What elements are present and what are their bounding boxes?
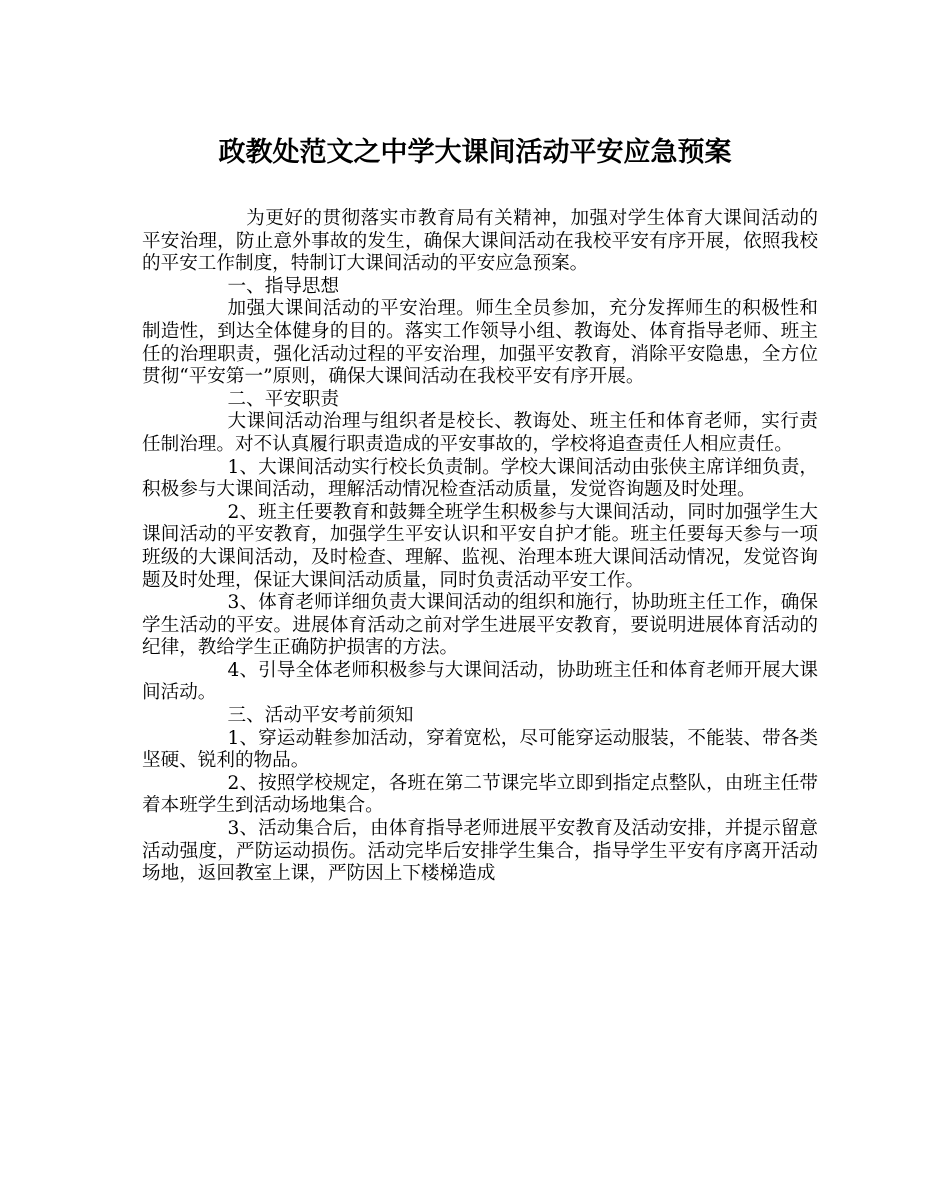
- section-heading-safety-duties: 二、平安职责: [227, 388, 340, 410]
- paragraph-note-3: 3、活动集合后，由体育指导老师进展平安教育及活动安排，并提示留意活动强度，严防运动损伤。活动完毕后安排学生集合，指导学生平安有序离开活动场地，返回教室上课，严防因上下楼梯造成: [142, 818, 818, 885]
- paragraph-duty-2: 2、班主任要教育和鼓舞全班学生积极参与大课间活动，同时加强学生大课间活动的平安教育，加强学生平安认识和平安自护才能。班主任要每天参与一项班级的大课间活动，及时检查、理解、监视、治理本班大课间活动情况，发觉咨询题及时处理，保证大课间活动质量，同时负责活动平安工作。: [142, 501, 818, 591]
- paragraph-safety-duties: 大课间活动治理与组织者是校长、教诲处、班主任和体育老师，实行责任制治理。对不认真履行职责造成的平安事故的，学校将追查责任人相应责任。: [142, 411, 818, 455]
- paragraph-note-2: 2、按照学校规定，各班在第二节课完毕立即到指定点整队，由班主任带着本班学生到活动场地集合。: [142, 772, 818, 817]
- section-heading-guiding-ideology: 一、指导思想: [227, 275, 340, 297]
- document-title: 政教处范文之中学大课间活动平安应急预案: [218, 137, 732, 168]
- paragraph-guiding-ideology: 加强大课间活动的平安治理。师生全员参加，充分发挥师生的积极性和制造性，到达全体健身的目的。落实工作领导小组、教诲处、体育指导老师、班主任的治理职责，强化活动过程的平安治理，加强平安教育，消除平安隐患，全方位贯彻“平安第一”原则，确保大课间活动在我校平安有序开展。: [142, 298, 818, 388]
- intro-paragraph: 为更好的贯彻落实市教育局有关精神，加强对学生体育大课间活动的平安治理，防止意外事故的发生，确保大课间活动在我校平安有序开展，依照我校的平安工作制度，特制订大课间活动的平安应急预案。: [142, 208, 818, 275]
- document-body: [142, 208, 818, 886]
- paragraph-note-1: 1、穿运动鞋参加活动，穿着宽松，尽可能穿运动服装，不能装、带各类坚硬、锐利的物品。: [142, 727, 818, 772]
- paragraph-duty-1: 1、大课间活动实行校长负责制。学校大课间活动由张侠主席详细负责，积极参与大课间活动，理解活动情况检查活动质量，发觉咨询题及时处理。: [142, 456, 818, 501]
- paragraph-duty-4: 4、引导全体老师积极参与大课间活动，协助班主任和体育老师开展大课间活动。: [142, 659, 818, 704]
- section-heading-activity-notes: 三、活动平安考前须知: [227, 705, 414, 727]
- paragraph-duty-3: 3、体育老师详细负责大课间活动的组织和施行，协助班主任工作，确保学生活动的平安。进展体育活动之前对学生进展平安教育，要说明进展体育活动的纪律，教给学生正确防护损害的方法。: [142, 592, 818, 659]
